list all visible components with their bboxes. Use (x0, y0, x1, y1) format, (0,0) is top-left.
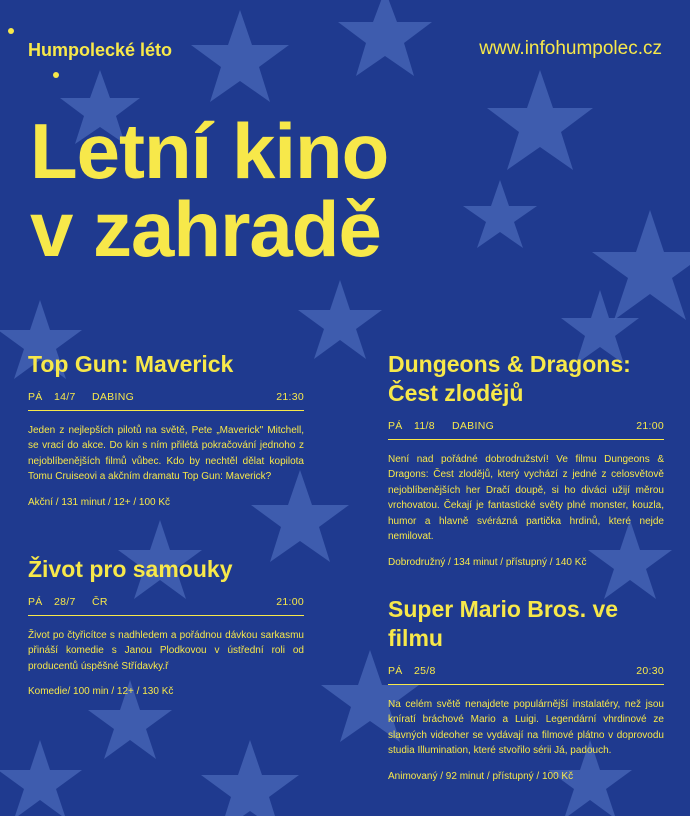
movie-title: Super Mario Bros. ve filmu (388, 596, 619, 651)
screening-meta (28, 391, 304, 411)
movie-info: Komedie/ 100 min / 12+ / 130 Kč (28, 686, 174, 698)
screening-meta (388, 665, 664, 685)
movie-card-super-mario (388, 595, 664, 782)
movie-card-zivot-pro-samouky (28, 555, 304, 697)
decor-dot (8, 28, 14, 34)
screening-time: 21:30 (276, 390, 304, 403)
movie-info: Akční / 131 minut / 12+ / 100 Kč (28, 496, 171, 508)
screening-meta (388, 420, 664, 440)
movie-info: Animovaný / 92 minut / přístupný / 100 Kč (388, 770, 574, 782)
screening-date: 14/7 (54, 390, 76, 403)
headline-line-1: Letní kino (30, 107, 389, 195)
website-link[interactable]: www.infohumpolec.cz (479, 38, 662, 59)
movie-info: Dobrodružný / 134 minut / přístupný / 140 Kč (388, 556, 587, 568)
screening-day: PÁ (28, 390, 43, 403)
screening-time: 20:30 (636, 664, 664, 677)
screening-date: 11/8 (414, 419, 435, 432)
screening-date: 28/7 (54, 595, 76, 608)
screening-meta (28, 596, 304, 616)
screening-date: 25/8 (414, 664, 436, 677)
screening-day: PÁ (388, 664, 403, 677)
screening-language: ČR (92, 595, 108, 608)
movie-card-top-gun (28, 350, 304, 508)
screening-day: PÁ (28, 595, 43, 608)
screening-day: PÁ (388, 419, 403, 432)
movie-title: Top Gun: Maverick (28, 351, 234, 377)
screening-time: 21:00 (276, 595, 304, 608)
movie-description: Není nad pořádné dobrodružství! Ve filmu Dungeons & Dragons: Čest zlodějů, který vychází z jedné z celosvětově nejoblíbenějších her Dračí doupě, si ho diváci užijí měrou vrchovatou. Čekají je fantastické světy plné monster, kouzla, humor a hlavně svérázná partička hrdinů, které nejde nemilovat. (388, 453, 664, 542)
headline (30, 107, 389, 273)
movie-description: Jeden z nejlepších pilotů na světě, Pete „Maverick" Mitchell, se vrací do akce. Do kin s ním přilétá pokračování jednoho z nejoblíbenějších filmů vůbec. Kdo by nechtěl dělat kopilota Tomu Cruiseovi a akčním dramatu Top Gun: Maverick? (28, 424, 304, 483)
screening-language: DABING (452, 419, 495, 432)
decor-dot (53, 72, 59, 78)
screening-language (452, 665, 636, 677)
brand-title: Humpolecké léto (28, 40, 173, 60)
movie-description: Na celém světě nenajdete populárnější instalatéry, než jsou kníratí bráchové Mario a Luigi. Legendární vhrdinové ze slavných videoher se vydávají na filmové plátno v doprovodu studia Illumination, které stvořilo sérii Já, padouch. (388, 698, 664, 756)
movie-card-dungeons-dragons (388, 350, 664, 568)
movie-title: Dungeons & Dragons: Čest zlodějů (388, 351, 631, 406)
screening-time: 21:00 (636, 419, 664, 432)
movie-title: Život pro samouky (28, 556, 233, 582)
headline-line-2: v zahradě (30, 185, 381, 273)
screening-language: DABING (92, 390, 135, 403)
movie-description: Život po čtyřicítce s nadhledem a pořádnou dávkou sarkasmu přináší komedie s Janou Plodkovou v ústřední roli od producentů úspěšné Střídavky.ř (28, 629, 304, 672)
